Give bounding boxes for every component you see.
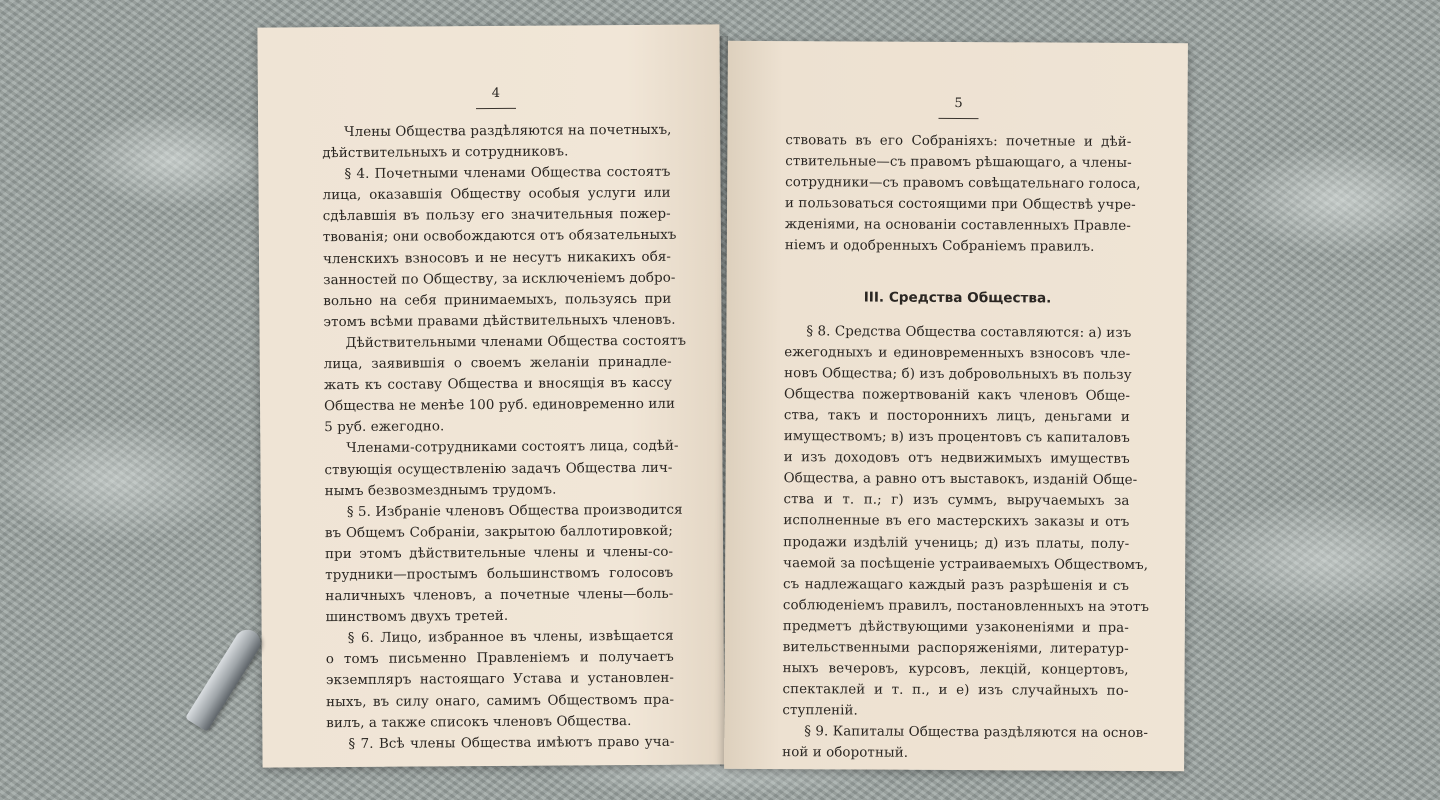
text-line: Членами-сотрудниками состоятъ лица, содѣй- [346, 439, 679, 457]
text-line: предметъ дѣйствующими узаконеніями и пра- [782, 618, 1129, 636]
left-page [257, 24, 724, 767]
right-page-text-bottom [782, 321, 1150, 766]
knife-blade [185, 625, 265, 732]
text-line: ствительные—съ правомъ рѣшающаго, а члены- [785, 154, 1132, 172]
page-number-left: 4 [491, 85, 501, 101]
text-line: занностей по Обществу, за исключеніемъ добро- [323, 270, 676, 288]
text-line: наличныхъ членовъ, а почетные члены—боль- [325, 586, 674, 605]
text-line: съ надлежащаго каждый разъ разрѣшенія и съ [783, 576, 1130, 594]
text-line: ніемъ и одобренныхъ Собраніемъ правилъ. [784, 238, 1095, 256]
text-line: жать къ составу Общества и вносящія въ кассу [323, 375, 672, 394]
text-line: сдѣлавшія въ пользу его значительныя пожер- [322, 207, 671, 225]
section-heading: III. Средства Общества. [863, 289, 1052, 307]
page-number-right: 5 [954, 95, 963, 112]
text-line: § 7. Всѣ члены Общества имѣютъ право уча- [348, 734, 675, 752]
text-line: и изъ доходовъ отъ недвижимыхъ имуществъ [783, 450, 1130, 468]
text-line: продажи издѣлій учениць; д) изъ платы, полу- [783, 534, 1130, 552]
text-line: Члены Общества раздѣляются на почетныхъ, [344, 122, 672, 141]
text-line: исполненные въ его мастерскихъ заказы и отъ [783, 513, 1130, 531]
text-line: твованія; они освобождаются отъ обязательныхъ [322, 228, 677, 246]
text-line: Общества пожертвованій какъ членовъ Обще- [784, 386, 1131, 404]
text-line: Общества, а равно отъ выставокъ, изданій Обще- [783, 471, 1138, 489]
text-line: спектаклей и т. п., и е) изъ случайныхъ по- [782, 682, 1129, 700]
text-line: ства и т. п.; г) изъ суммъ, выручаемыхъ за [783, 492, 1130, 510]
text-line: чаемой за посѣщеніе устраиваемыхъ Обществомъ, [783, 555, 1149, 573]
text-line: § 6. Лицо, избранное въ члены, извѣщается [347, 628, 674, 647]
text-line: имуществомъ; в) изъ процентовъ съ капиталовъ [783, 429, 1130, 446]
text-line: въ Общемъ Собраніи, закрытою баллотировкой; [324, 523, 673, 541]
text-line: § 5. Избраніе членовъ Общества производится [346, 502, 683, 520]
text-line: ныхъ, въ силу онаго, самимъ Обществомъ пра- [326, 692, 675, 710]
text-line: ныхъ вечеровъ, курсовъ, лекцій, концертовъ, [782, 661, 1129, 678]
text-line: ступленій. [782, 703, 858, 719]
text-line: соблюденіемъ правилъ, постановленныхъ на этотъ [782, 597, 1150, 615]
text-line: ной и оборотный. [782, 745, 909, 762]
text-line: о томъ письменно Правленіемъ и получаетъ [325, 650, 674, 668]
page-number-rule [939, 118, 979, 119]
right-page [724, 41, 1188, 771]
text-line: шинствомъ двухъ третей. [325, 609, 509, 626]
text-line: экземпляръ настоящаго Устава и установлен- [325, 671, 675, 689]
text-line: вольно на себя принимаемыхъ, пользуясь при [323, 291, 672, 309]
text-line: ствовать въ его Собраніяхъ: почетные и дѣй- [785, 133, 1132, 150]
text-line: Общества не менѣе 100 руб. единовременно или [324, 396, 676, 415]
text-line: новъ Общества; б) изъ добровольныхъ въ пользу [784, 365, 1132, 383]
text-line: § 9. Капиталы Общества раздѣляются на основ- [804, 724, 1148, 742]
text-line: § 8. Средства Общества составляются: а) изъ [806, 323, 1132, 341]
text-line: 5 руб. ежегодно. [324, 419, 445, 436]
text-line: Дѣйствительными членами Общества состоятъ [345, 333, 687, 351]
text-line: жденіями, на основаніи составленныхъ Правле- [784, 217, 1131, 235]
text-line: трудники—простымъ большинствомъ голосовъ [325, 565, 674, 584]
text-line: ствующія осуществленію задачъ Общества лич- [324, 460, 673, 478]
text-line: при этомъ дѣйствительные члены и члены-со- [325, 544, 674, 563]
text-line: сотрудники—съ правомъ совѣщательнаго голоса, [785, 175, 1141, 193]
left-page-text [322, 120, 687, 755]
text-line: дѣйствительныхъ и сотрудниковъ. [322, 144, 569, 162]
text-line: членскихъ взносовъ и не несутъ никакихъ обя- [322, 249, 672, 267]
text-line: лица, заявившія о своемъ желаніи принадле- [323, 354, 672, 373]
text-line: ежегодныхъ и единовременныхъ взносовъ чле- [784, 344, 1131, 362]
text-line: ства, такъ и постороннихъ лицъ, деньгами и [783, 408, 1130, 425]
right-page-text-top [784, 130, 1141, 258]
text-line: нымъ безвозмезднымъ трудомъ. [324, 482, 557, 499]
text-line: этомъ всѣми правами дѣйствительныхъ членовъ. [323, 312, 676, 331]
text-line: и пользоваться состоящими при Обществѣ учре- [785, 196, 1136, 214]
page-number-rule [476, 108, 516, 109]
text-line: § 4. Почетными членами Общества состоятъ [344, 164, 671, 183]
text-line: вительственными распоряженіями, литератур- [782, 640, 1129, 657]
text-line: вилъ, а также списокъ членовъ Общества. [326, 713, 632, 731]
text-line: лица, оказавшія Обществу особыя услуги или [322, 186, 671, 204]
